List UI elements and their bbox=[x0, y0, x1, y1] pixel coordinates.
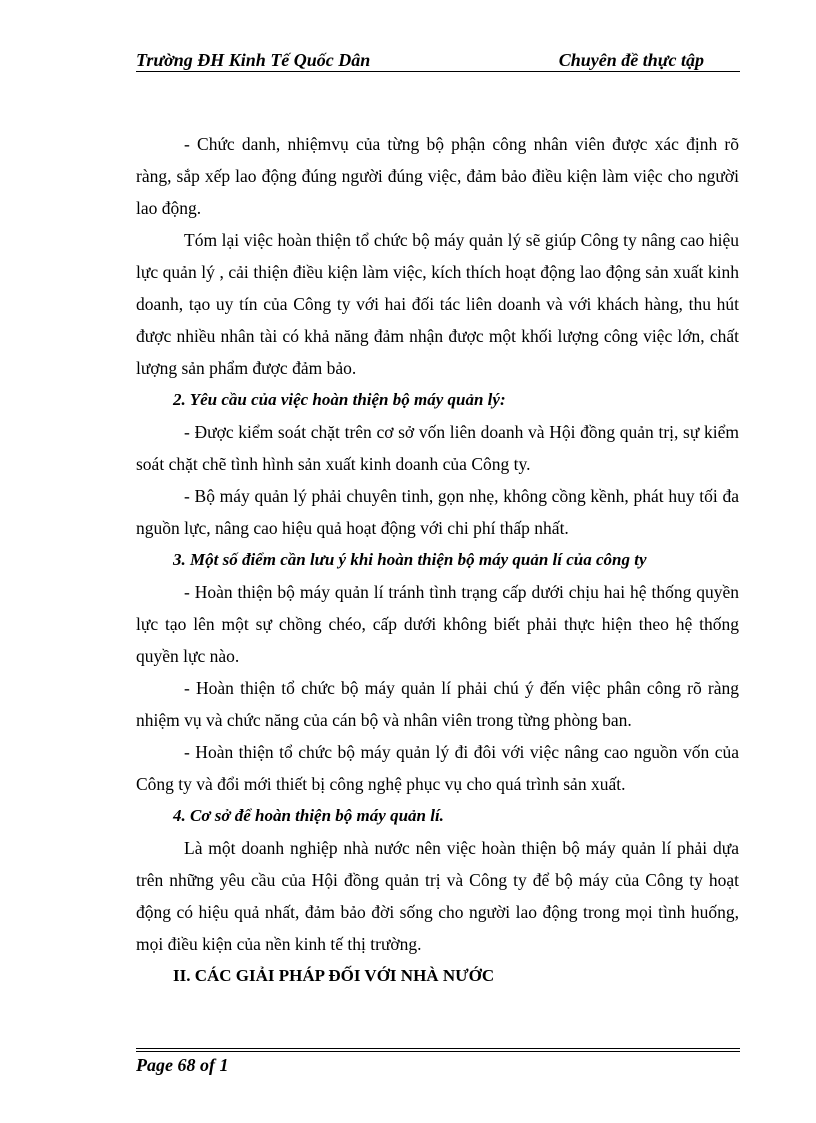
document-body bbox=[136, 128, 739, 992]
header-title: Chuyên đề thực tập bbox=[558, 50, 704, 70]
paragraph: Tóm lại việc hoàn thiện tổ chức bộ máy quản lý sẽ giúp Công ty nâng cao hiệu lực quản lý , cải thiện điều kiện làm việc, kích thích hoạt động lao động sản xuất kinh doanh, tạo uy tín của Công ty với hai đối tác liên doanh và với khách hàng, thu hút được nhiều nhân tài có khả năng đảm nhận được một khối lượng công việc lớn, chất lượng sản phẩm được đảm bảo. bbox=[136, 230, 739, 378]
paragraph: - Được kiểm soát chặt trên cơ sở vốn liên doanh và Hội đồng quản trị, sự kiểm soát chặt chẽ tình hình sản xuất kinh doanh của Công ty. bbox=[136, 422, 739, 474]
footer-divider bbox=[136, 1048, 740, 1049]
subheading-2: 2. Yêu cầu của việc hoàn thiện bộ máy quản lý: bbox=[173, 390, 506, 409]
page-header bbox=[136, 50, 740, 72]
subheading-4: 4. Cơ sở để hoàn thiện bộ máy quản lí. bbox=[173, 806, 444, 825]
subheading-3: 3. Một số điểm cần lưu ý khi hoàn thiện bộ máy quản lí của công ty bbox=[173, 550, 647, 569]
paragraph: - Hoàn thiện tổ chức bộ máy quản lí phải chú ý đến việc phân công rõ ràng nhiệm vụ và chức năng của cán bộ và nhân viên trong từng phòng ban. bbox=[136, 678, 739, 730]
section-heading: II. CÁC GIẢI PHÁP ĐỐI VỚI NHÀ NƯỚC bbox=[173, 966, 495, 985]
paragraph: - Hoàn thiện bộ máy quản lí tránh tình trạng cấp dưới chịu hai hệ thống quyền lực tạo lên một sự chồng chéo, cấp dưới không biết phải thực hiện theo hệ thống quyền lực nào. bbox=[136, 582, 739, 666]
header-university: Trường ĐH Kinh Tế Quốc Dân bbox=[136, 50, 371, 70]
paragraph: - Bộ máy quản lý phải chuyên tinh, gọn nhẹ, không cồng kềnh, phát huy tối đa nguồn lực, nâng cao hiệu quả hoạt động với chi phí thấp nhất. bbox=[136, 486, 739, 538]
footer-divider bbox=[136, 1051, 740, 1052]
paragraph: Là một doanh nghiệp nhà nước nên việc hoàn thiện bộ máy quản lí phải dựa trên những yêu cầu của Hội đồng quản trị và Công ty để bộ máy của Công ty hoạt động có hiệu quả nhất, đảm bảo đời sống cho người lao động trong mọi tình huống, mọi điều kiện của nền kinh tế thị trường. bbox=[136, 838, 739, 954]
page-number: Page 68 of 1 bbox=[136, 1055, 229, 1075]
paragraph: - Hoàn thiện tổ chức bộ máy quản lý đi đôi với việc nâng cao nguồn vốn của Công ty và đổi mới thiết bị công nghệ phục vụ cho quá trình sản xuất. bbox=[136, 742, 739, 794]
header-divider bbox=[136, 71, 740, 72]
paragraph: - Chức danh, nhiệmvụ của từng bộ phận công nhân viên được xác định rõ ràng, sắp xếp lao động đúng người đúng việc, đảm bảo điều kiện làm việc cho người lao động. bbox=[136, 134, 739, 218]
